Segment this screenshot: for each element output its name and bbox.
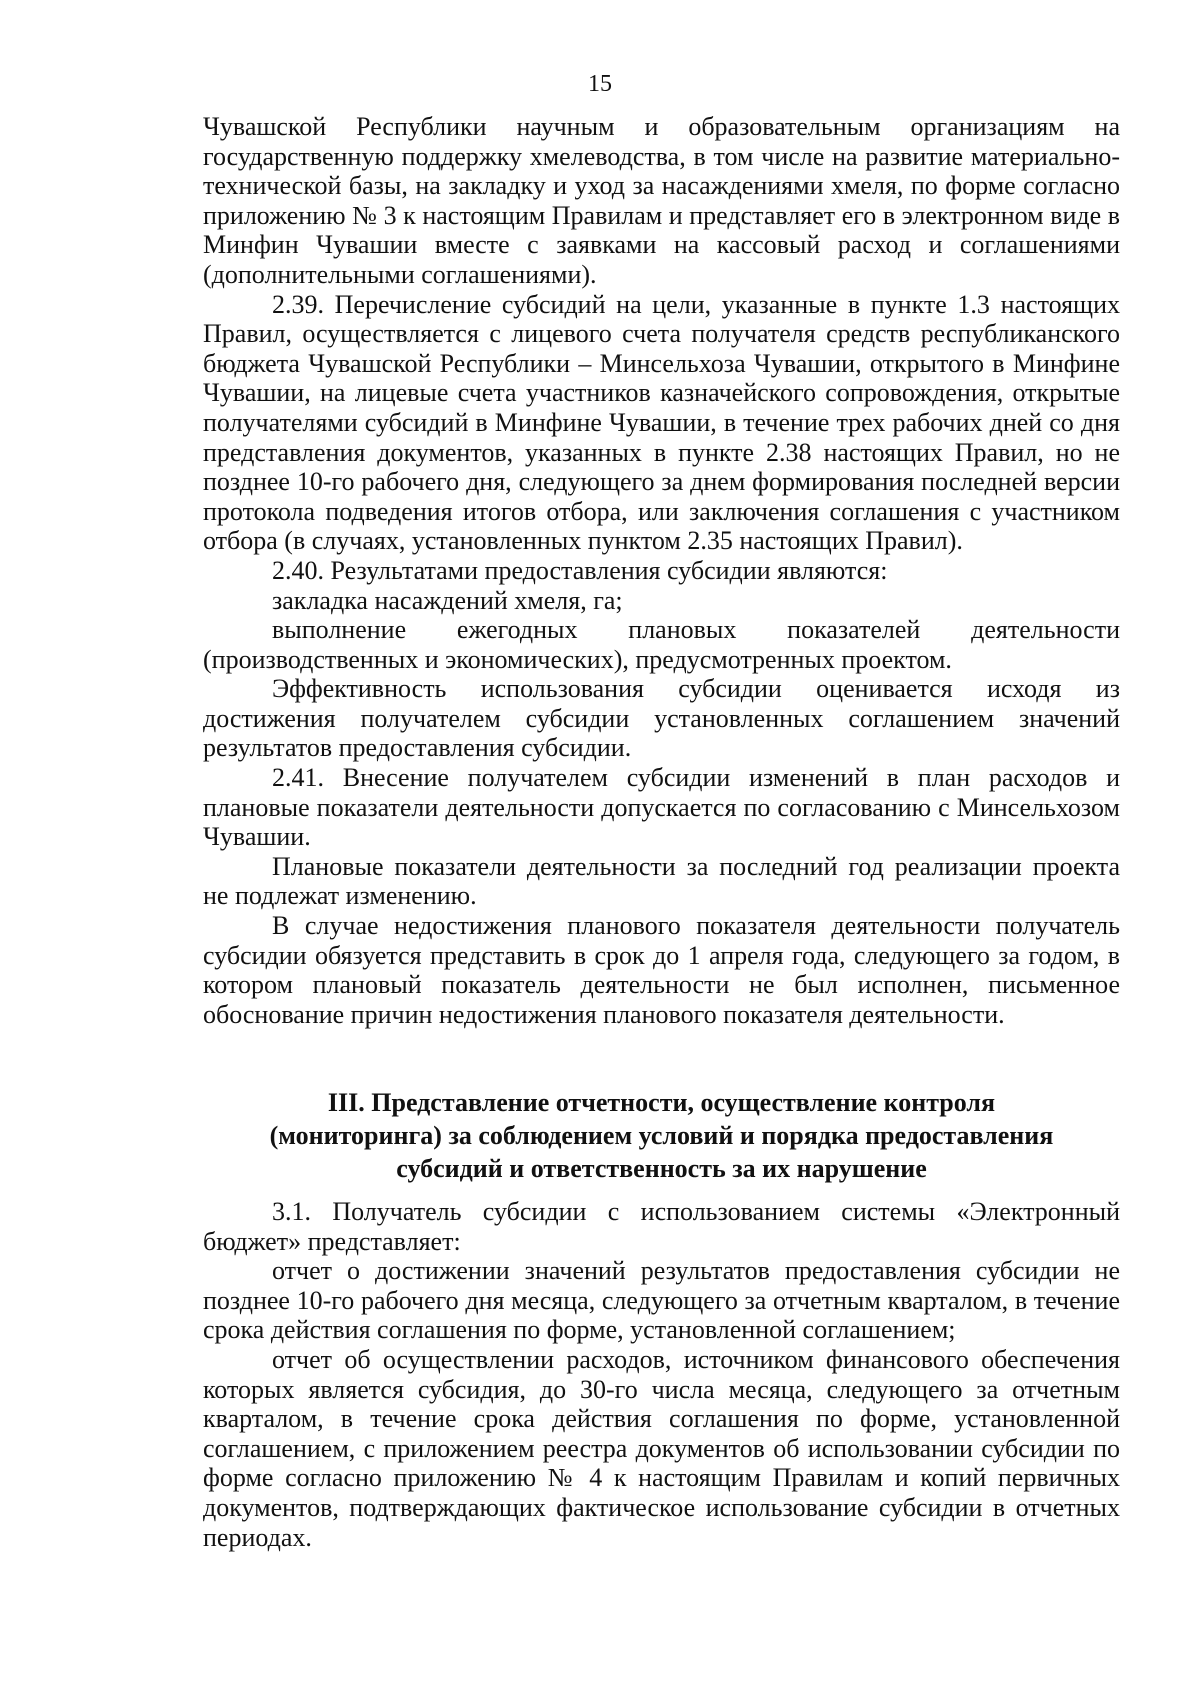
paragraph-report-results: отчет о достижении значений результатов предоставления субсидии не позднее 10-го рабочего дня месяца, следующего за отчетным кварталом, в течение срока действия соглашения по форме, установленной соглашением; xyxy=(203,1256,1120,1345)
section-heading-line: (мониторинга) за соблюдением условий и порядка предоставления xyxy=(269,1121,1054,1150)
body-text-bottom xyxy=(203,1197,1120,1552)
paragraph-non-achievement: В случае недостижения планового показателя деятельности получатель субсидии обязуется представить в срок до 1 апреля года, следующего за годом, в котором плановый показатель деятельности не был исполнен, письменное обоснование причин недостижения планового показателя деятельности. xyxy=(203,911,1120,1029)
paragraph-2-40: 2.40. Результатами предоставления субсидии являются: xyxy=(272,555,888,585)
section-heading-line: III. Представление отчетности, осуществление контроля xyxy=(327,1088,996,1117)
paragraph-result-hops: закладка насаждений хмеля, га; xyxy=(272,585,623,615)
paragraph-2-39: 2.39. Перечисление субсидий на цели, указанные в пункте 1.3 настоящих Правил, осуществляется с лицевого счета получателя средств республиканского бюджета Чувашской Республики – Минсельхоза Чувашии, открытого в Минфине Чувашии, на лицевые счета участников казначейского сопровождения, открытые получателями субсидий в Минфине Чувашии, в течение трех рабочих дней со дня представления документов, указанных в пункте 2.38 настоящих Правил, но не позднее 10-го рабочего дня, следующего за днем формирования последней версии протокола подведения итогов отбора, или заключения соглашения с участником отбора (в случаях, установленных пунктом 2.35 настоящих Правил). xyxy=(203,289,1120,556)
section-heading xyxy=(203,1086,1120,1185)
page-number: 15 xyxy=(588,71,612,97)
paragraph-result-indicators: выполнение ежегодных плановых показателей деятельности (производственных и экономических), предусмотренных проектом. xyxy=(203,615,1120,674)
paragraph-2-41: 2.41. Внесение получателем субсидии изменений в план расходов и плановые показатели деятельности допускается по согласованию с Минсельхозом Чувашии. xyxy=(203,763,1120,852)
paragraph-last-year: Плановые показатели деятельности за последний год реализации проекта не подлежат изменению. xyxy=(203,851,1120,911)
body-text-top xyxy=(203,112,1120,1029)
paragraph-efficiency: Эффективность использования субсидии оценивается исходя из достижения получателем субсидии установленных соглашением значений результатов предоставления субсидии. xyxy=(203,674,1120,763)
paragraph-continuation: Чувашской Республики научным и образовательным организациям на государственную поддержку хмелеводства, в том числе на развитие материально-технической базы, на закладку и уход за насаждениями хмеля, по форме согласно приложению № 3 к настоящим Правилам и представляет его в электронном виде в Минфин Чувашии вместе с заявками на кассовый расход и соглашениями (дополнительными соглашениями). xyxy=(203,112,1120,289)
paragraph-report-expenses: отчет об осуществлении расходов, источником финансового обеспечения которых является субсидия, до 30-го числа месяца, следующего за отчетным кварталом, в течение срока действия соглашения по форме, установленной соглашением, с приложением реестра документов об использовании субсидии по форме согласно приложению № 4 к настоящим Правилам и копий первичных документов, подтверждающих фактическое использование субсидии в отчетных периодах. xyxy=(203,1344,1120,1552)
paragraph-3-1: 3.1. Получатель субсидии с использованием системы «Электронный бюджет» представляет: xyxy=(203,1197,1120,1256)
section-heading-line: субсидий и ответственность за их нарушение xyxy=(396,1154,927,1183)
